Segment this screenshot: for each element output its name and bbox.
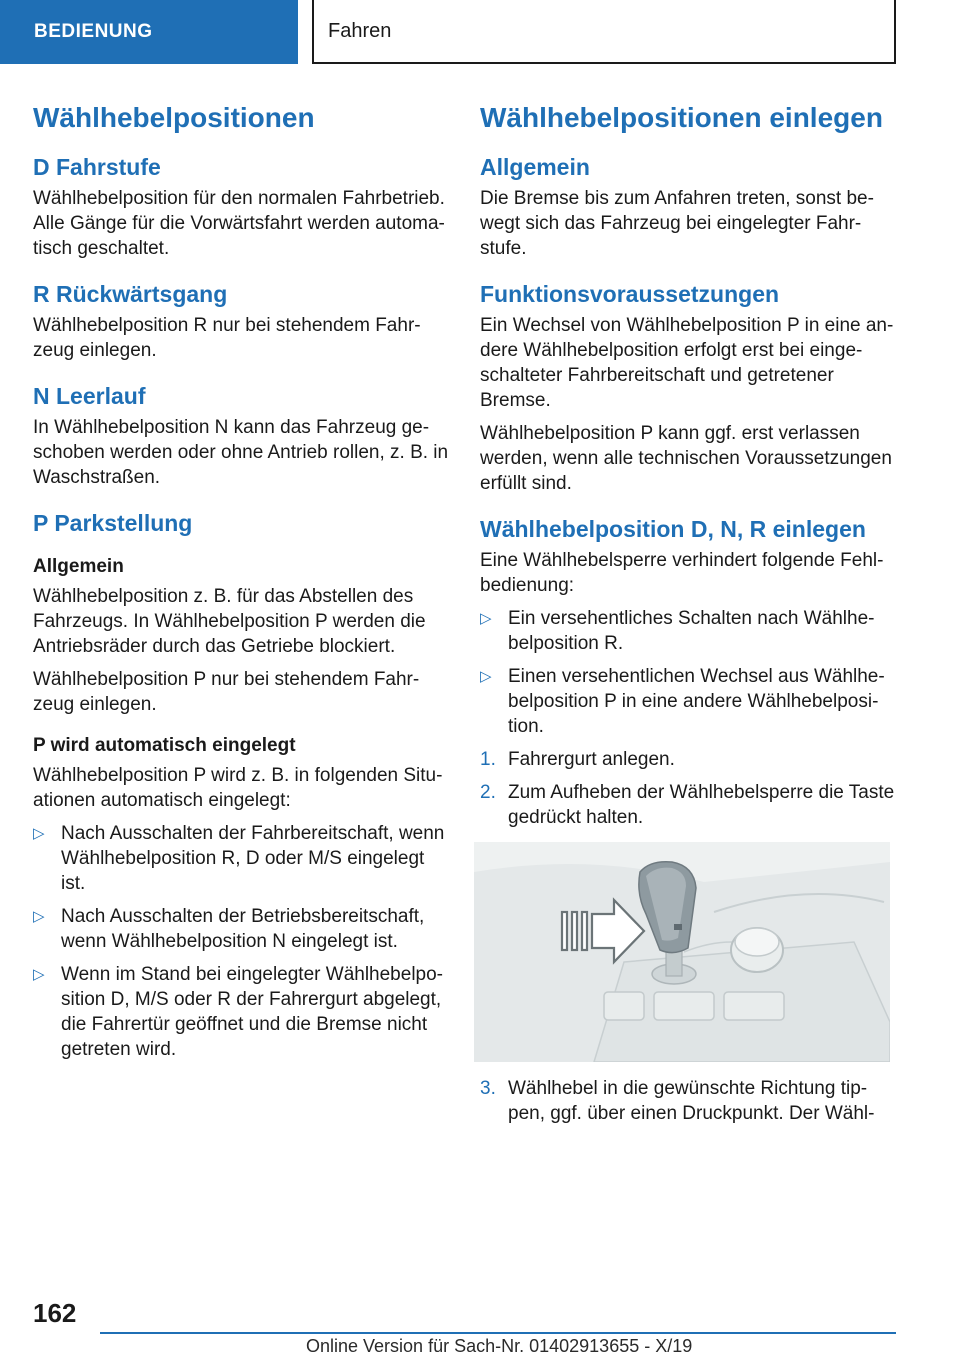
main-heading-engage: Wählhebelpositionen einlegen	[480, 102, 883, 133]
list-engage-steps-continued	[480, 1076, 896, 1126]
chapter-title: Fahren	[312, 0, 896, 64]
text-n-neutral: In Wählhebelposition N kann das Fahrzeug ge-schoben werden oder ohne Antrieb rollen, z. B. in Waschstraßen.	[33, 417, 449, 488]
page-number: 162	[33, 1298, 77, 1328]
section-engage-dnr	[480, 512, 896, 1126]
list-p-auto	[33, 821, 453, 1062]
footer-online-version: Online Version für Sach-Nr. 01402913655 - X/19	[306, 1336, 693, 1356]
left-column	[33, 98, 453, 1078]
text-engage-dnr: Eine Wählhebelsperre verhindert folgende Fehl-bedienung:	[480, 550, 884, 596]
text-p-general-1: Wählhebelposition z. B. für das Abstellen des Fahrzeugs. In Wählhebelposition P werden die Antriebsräder durch das Getriebe blockiert.	[33, 586, 426, 657]
list-engage-bullets	[480, 606, 896, 739]
main-heading-positions: Wählhebelpositionen	[33, 102, 315, 133]
step-item: 1. Fahrergurt anlegen.	[480, 749, 675, 770]
step-item: 3. Wählhebel in die gewünschte Richtung tip-pen, ggf. über einen Druckpunkt. Der Wähl-	[480, 1078, 875, 1124]
heading-general: Allgemein	[480, 154, 590, 180]
text-requirements-2: Wählhebelposition P kann ggf. erst verlassen werden, wenn alle technischen Voraussetzungen erfüllt sind.	[480, 423, 892, 494]
subheading-p-auto: P wird automatisch eingelegt	[33, 735, 296, 756]
text-r-reverse: Wählhebelposition R nur bei stehendem Fahr-zeug einlegen.	[33, 315, 421, 361]
right-column	[480, 98, 896, 1142]
section-p	[33, 506, 453, 1062]
heading-r-reverse: R Rückwärtsgang	[33, 281, 228, 307]
step-item: 2. Zum Aufheben der Wählhebelsperre die Taste gedrückt halten.	[480, 782, 895, 828]
heading-d-drive: D Fahrstufe	[33, 154, 161, 180]
gear-lever-icon	[474, 842, 890, 1062]
text-p-auto: Wählhebelposition P wird z. B. in folgenden Situ-ationen automatisch eingelegt:	[33, 765, 443, 811]
text-general: Die Bremse bis zum Anfahren treten, sonst be-wegt sich das Fahrzeug bei eingelegter Fahr-stufe.	[480, 188, 874, 259]
section-requirements	[480, 277, 896, 496]
triangle-bullet-icon: ▷	[33, 966, 45, 983]
heading-requirements: Funktionsvoraussetzungen	[480, 281, 780, 307]
section-r	[33, 277, 453, 363]
step-number: 1.	[480, 749, 496, 770]
list-engage-steps	[480, 747, 896, 830]
step-number: 3.	[480, 1078, 496, 1099]
list-item: ▷ Nach Ausschalten der Betriebsbereitschaft, wenn Wählhebelposition N eingelegt ist.	[33, 906, 425, 952]
section-n	[33, 379, 453, 490]
heading-p-park: P Parkstellung	[33, 510, 193, 536]
section-d	[33, 150, 453, 261]
triangle-bullet-icon: ▷	[33, 825, 45, 842]
triangle-bullet-icon: ▷	[480, 668, 492, 685]
list-item: ▷ Ein versehentliches Schalten nach Wählhe-belposition R.	[480, 608, 875, 654]
triangle-bullet-icon: ▷	[480, 610, 492, 627]
triangle-bullet-icon: ▷	[33, 908, 45, 925]
gear-selector-illustration	[474, 842, 890, 1062]
list-item: ▷ Nach Ausschalten der Fahrbereitschaft, wenn Wählhebelposition R, D oder M/S eingelegt ist.	[33, 823, 445, 894]
list-item: ▷ Wenn im Stand bei eingelegter Wählhebelpo-sition D, M/S oder R der Fahrergurt abgelegt, die Fahrertür geöffnet und die Bremse nicht getreten wird.	[33, 964, 443, 1060]
heading-engage-dnr: Wählhebelposition D, N, R einlegen	[480, 516, 866, 542]
list-item: ▷ Einen versehentlichen Wechsel aus Wählhe-belposition P in eine andere Wählhebelposi-tion.	[480, 666, 885, 737]
section-tab: BEDIENUNG	[0, 0, 298, 64]
heading-n-neutral: N Leerlauf	[33, 383, 146, 409]
footer-divider	[100, 1332, 896, 1334]
step-number: 2.	[480, 782, 496, 803]
text-d-drive: Wählhebelposition für den normalen Fahrbetrieb. Alle Gänge für die Vorwärtsfahrt werden automa-tisch geschaltet.	[33, 188, 445, 259]
section-general	[480, 150, 896, 261]
text-p-general-2: Wählhebelposition P nur bei stehendem Fahr-zeug einlegen.	[33, 669, 420, 715]
text-requirements-1: Ein Wechsel von Wählhebelposition P in eine an-dere Wählhebelposition erfolgt erst bei einge-schalteter Fahrbereitschaft und getretener Bremse.	[480, 315, 894, 411]
subheading-p-general: Allgemein	[33, 556, 124, 577]
